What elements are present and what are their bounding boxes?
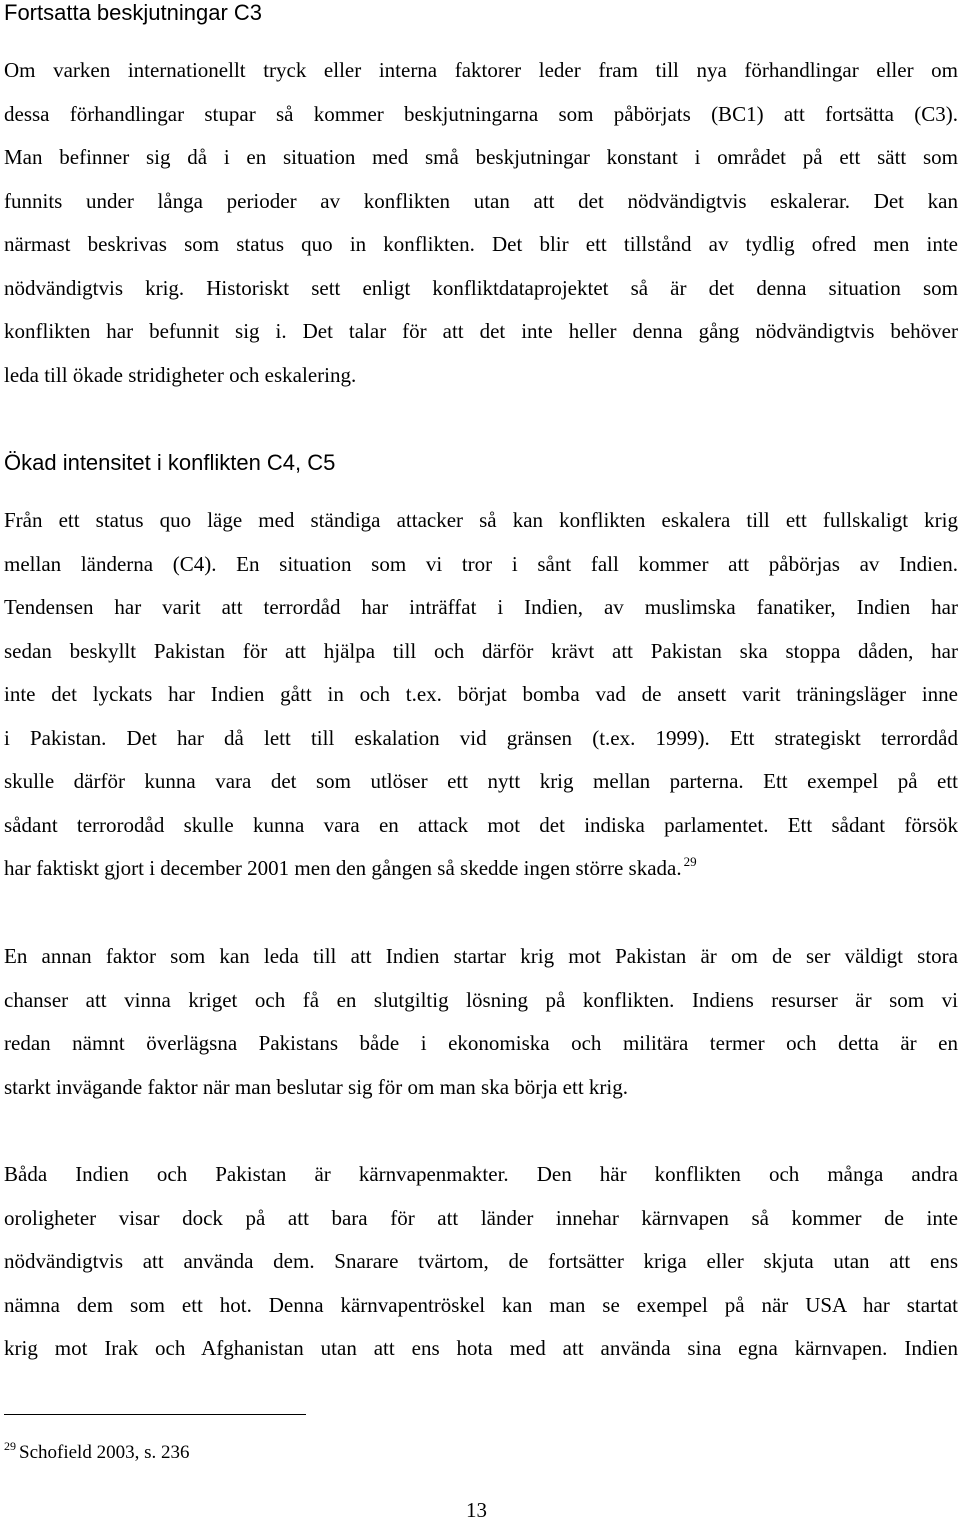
text-line: närmast beskrivas som status quo in konflikten. Det blir ett tillstånd av tydlig ofred men inte <box>4 232 958 256</box>
text-line: skulle därför kunna vara det som utlöser ett nytt krig mellan parterna. Ett exempel på ett <box>4 769 958 793</box>
footnote <box>4 1441 189 1466</box>
text-line: sedan beskyllt Pakistan för att hjälpa till och därför krävt att Pakistan ska stoppa dåden, har <box>4 638 958 663</box>
section-heading-c4-c5: Ökad intensitet i konflikten C4, C5 <box>4 450 336 475</box>
text-line-with-footnote <box>4 847 958 891</box>
text-line: starkt invägande faktor när man beslutar sig för om man ska börja ett krig. <box>4 1074 628 1099</box>
text-line: Man befinner sig då i en situation med små beskjutningar konstant i området på ett sätt som <box>4 145 958 169</box>
paragraph-c3 <box>4 49 958 397</box>
paragraph-c4-1 <box>4 499 958 891</box>
text-line: redan nämnt överlägsna Pakistans både i ekonomiska och militära termer och detta är en <box>4 1031 958 1055</box>
footnote-separator <box>4 1414 306 1415</box>
paragraph-c4-2 <box>4 935 958 1109</box>
text-line: En annan faktor som kan leda till att Indien startar krig mot Pakistan är om de ser väldigt stora <box>4 944 958 968</box>
text-line: har faktiskt gjort i december 2001 men den gången så skedde ingen större skada. <box>4 856 682 880</box>
text-line: Båda Indien och Pakistan är kärnvapenmakter. Den här konflikten och många andra <box>4 1162 958 1186</box>
text-line: Tendensen har varit att terrordåd har inträffat i Indien, av muslimska fanatiker, Indien har <box>4 595 958 619</box>
footnote-number: 29 <box>4 1439 16 1453</box>
paragraph-c4-3 <box>4 1153 958 1371</box>
page-number: 13 <box>466 1498 487 1522</box>
section-heading-c3: Fortsatta beskjutningar C3 <box>4 0 263 25</box>
text-line: nämna dem som ett hot. Denna kärnvapentröskel kan man se exempel på när USA har startat <box>4 1292 958 1317</box>
text-line: nödvändigtvis att använda dem. Snarare tvärtom, de fortsätter kriga eller skjuta utan att ens <box>4 1249 958 1273</box>
text-line: chanser att vinna kriget och få en slutgiltig lösning på konflikten. Indiens resurser är som vi <box>4 987 958 1012</box>
text-line: dessa förhandlingar stupar så kommer beskjutningarna som påbörjats (BC1) att fortsätta (C3). <box>4 101 958 126</box>
text-line: konflikten har befunnit sig i. Det talar för att det inte heller denna gång nödvändigtvis behöver <box>4 319 958 343</box>
text-line: sådant terrorodåd skulle kunna vara en attack mot det indiska parlamentet. Ett sådant försök <box>4 812 958 837</box>
text-line: Från ett status quo läge med ständiga attacker så kan konflikten eskalera till ett fullskaligt krig <box>4 508 958 532</box>
text-line: oroligheter visar dock på att bara för att länder innehar kärnvapen så kommer de inte <box>4 1205 958 1230</box>
text-line: krig mot Irak och Afghanistan utan att ens hota med att använda sina egna kärnvapen. Indien <box>4 1336 958 1360</box>
footnote-text: Schofield 2003, s. 236 <box>19 1442 190 1463</box>
text-line: mellan länderna (C4). En situation som vi tror i sånt fall kommer att påbörjas av Indien. <box>4 551 958 576</box>
footnote-reference: 29 <box>683 854 697 869</box>
text-line: inte det lyckats har Indien gått in och t.ex. börjat bomba vad de ansett varit träningsläger inne <box>4 682 958 706</box>
text-line: leda till ökade stridigheter och eskalering. <box>4 362 357 387</box>
text-line: i Pakistan. Det har då lett till eskalation vid gränsen (t.ex. 1999). Ett strategiskt terrordåd <box>4 725 958 750</box>
text-line: Om varken internationellt tryck eller interna faktorer leder fram till nya förhandlingar eller om <box>4 58 958 82</box>
text-line: funnits under långa perioder av konflikten utan att det nödvändigtvis eskalerar. Det kan <box>4 188 958 213</box>
text-line: nödvändigtvis krig. Historiskt sett enligt konfliktdataprojektet så är det denna situation som <box>4 275 958 300</box>
